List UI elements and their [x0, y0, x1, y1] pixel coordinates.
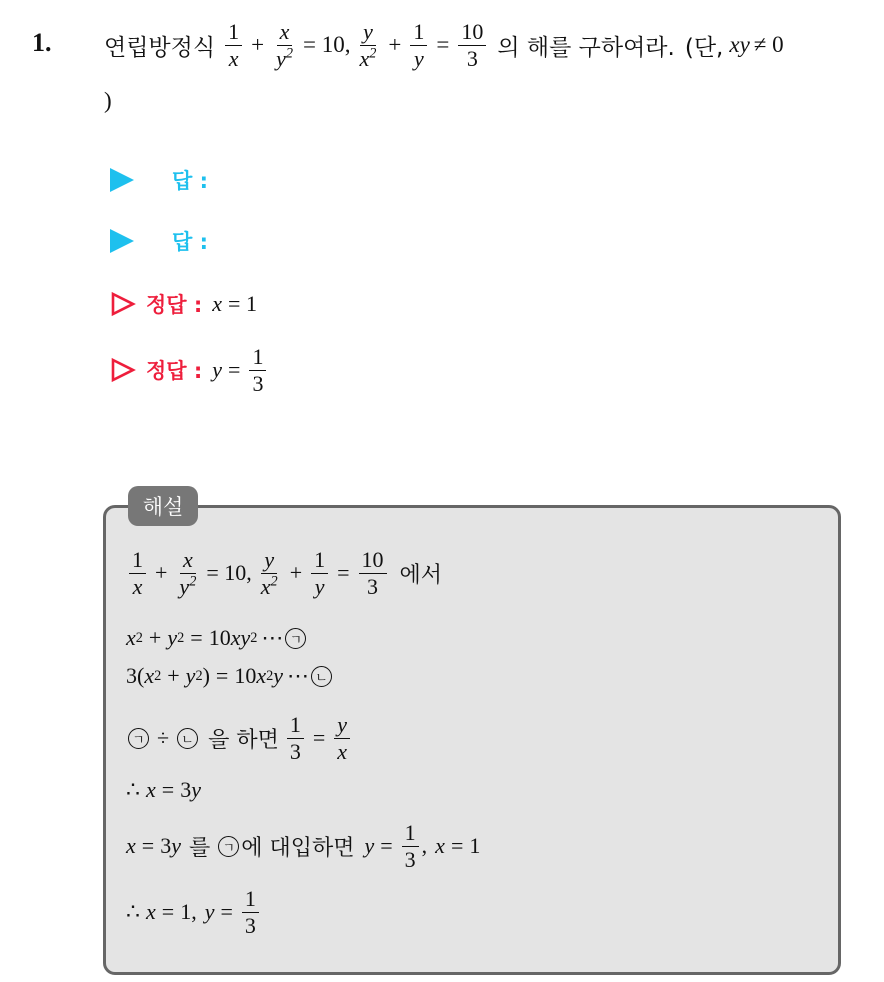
correct-answer-label: 정답 : — [146, 293, 203, 317]
play-triangle-icon — [110, 229, 134, 253]
answer-label: 답 : — [172, 169, 208, 193]
question-number: 1. — [32, 28, 52, 57]
correct-answer-label: 정답 : — [146, 359, 203, 383]
fraction-x-over-y2: $\frac{x}{y^2}$ — [276, 19, 293, 71]
fraction-1-over-3: $\frac{1}{3}$ — [249, 345, 266, 394]
condition-var: xy — [729, 32, 750, 57]
correct-answer-row-2: 정답 : y = $\frac{1}{3}$ — [110, 344, 269, 396]
outline-triangle-icon — [110, 357, 136, 383]
question-prefix: 연립방정식 — [104, 34, 216, 61]
question-suffix: 의 해를 구하여라. — [497, 34, 675, 61]
solution-line-1: $\frac{1}{x}$ + $\frac{x}{y^2}$ = 10, $\frac{y}{x^2}$ + $\frac{1}{y}$ = $\frac{10}{3}$ 에서 — [126, 540, 442, 606]
question-text: 연립방정식 $\frac{1}{x}$ + $\frac{x}{y^2}$ = 10, $\frac{y}{x^2}$ + $\frac{1}{y}$ = $\frac{10}{3}$ 의 해를 구하여라. (단, xy ≠ 0 — [104, 19, 784, 71]
solution-line-4: ㄱ ÷ ㄴ 을 하면 $\frac{1}{3}$ = $\frac{y}{x}$ — [126, 706, 353, 770]
answer-label: 답 : — [172, 230, 208, 254]
solution-tag: 해설 — [128, 486, 198, 526]
solution-line-6: x = 3 y 를 ㄱ 에 대입하면 y = $\frac{1}{3}$ , x = 1 — [126, 820, 481, 872]
fraction-10-over-3: $\frac{10}{3}$ — [458, 20, 486, 69]
solution-line-2: x 2 + y 2 = 10 xy 2 ⋯ ㄱ — [126, 622, 308, 654]
solution-line-7: ∴ x = 1, y = $\frac{1}{3}$ — [126, 880, 262, 944]
fraction-y-over-x2: $\frac{y}{x^2}$ — [359, 19, 377, 71]
condition-open: (단, — [684, 34, 724, 61]
answer-blank-row-2 — [110, 221, 208, 261]
answer-blank-row-1 — [110, 160, 208, 200]
fraction-1-over-x: $\frac{1}{x}$ — [225, 20, 242, 69]
correct-answer-row-1: 정답 : x = 1 — [110, 284, 257, 324]
solution-line-5: ∴ x = 3 y — [126, 777, 201, 802]
circled-nieun: ㄴ — [311, 666, 332, 687]
condition-close: ) — [104, 88, 112, 113]
solution-line-3: 3( x 2 + y 2 ) = 10 x 2 y ⋯ ㄴ — [126, 660, 334, 692]
condition-rel: ≠ 0 — [753, 32, 784, 57]
fraction-1-over-y: $\frac{1}{y}$ — [410, 20, 427, 69]
outline-triangle-icon — [110, 291, 136, 317]
play-triangle-icon — [110, 168, 134, 192]
circled-giyeok: ㄱ — [285, 628, 306, 649]
